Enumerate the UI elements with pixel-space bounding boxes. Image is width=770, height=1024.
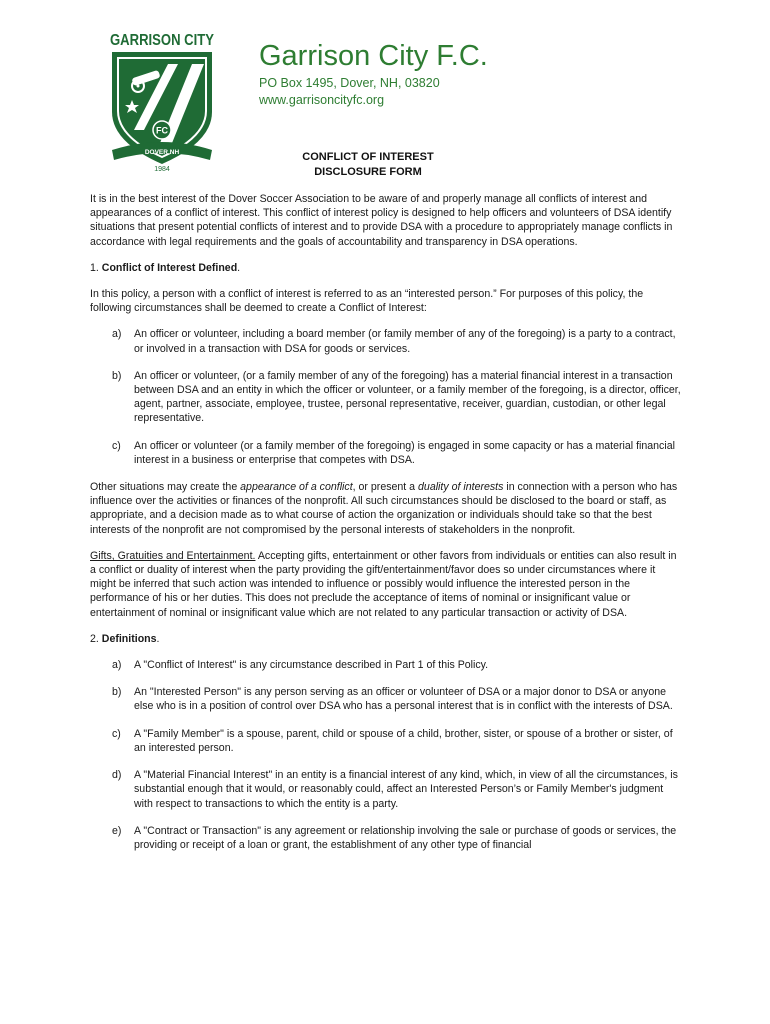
other-situations-paragraph: Other situations may create the appearance of a conflict, or present a duality of interests in connection with a person who has influence over the activities or finances of the nonprofit. All such circumstances should be disclosed to the board or staff, as appropriate, and a decision made as to what course of action the organization or individuals should take so that the best interests of the nonprofit are not compromised by the personal interests of stakeholders in the nonprofit.: [90, 481, 678, 536]
list-item: a) An officer or volunteer, including a board member (or family member of any of the foregoing) is a party to a contract, or involved in a transaction with DSA for goods or services.: [112, 328, 676, 355]
logo-founded-year: 1984: [154, 166, 170, 173]
org-website[interactable]: www.garrisoncityfc.org: [259, 93, 385, 107]
section-1-list: [90, 327, 682, 467]
list-item: b) An "Interested Person" is any person serving as an officer or volunteer of DSA or a major donor to DSA or anyone else who is in a position of control over DSA who has a personal interest that is in conflict with the interests of DSA.: [112, 686, 673, 713]
section-2-title: Definitions: [101, 632, 157, 645]
org-address: PO Box 1495, Dover, NH, 03820: [259, 76, 440, 90]
club-logo: [106, 30, 218, 182]
document-body: [90, 192, 682, 865]
section-2-list: [90, 658, 682, 852]
list-item: c) A "Family Member" is a spouse, parent, child or spouse of a child, brother, sister, or spouse of a brother or sister, of an interested person.: [112, 727, 673, 754]
logo-ribbon-text: DOVER NH: [144, 149, 180, 156]
list-item: b) An officer or volunteer, (or a family member of any of the foregoing) has a material financial interest in a transaction between DSA and an entity in which the officer or volunteer, or a family member of the foregoing, is a director, officer, agent, partner, associate, employee, trustee, personal representative, receiver, guardian, custodian, or other legal representative.: [112, 369, 681, 425]
list-item: e) A "Contract or Transaction" is any agreement or relationship involving the sale or purchase of goods or services, the providing or receipt of a loan or grant, the establishment of any other type of financial: [112, 824, 677, 851]
gifts-heading: Gifts, Gratuities and Entertainment.: [90, 549, 256, 562]
logo-club-name: GARRISON CITY: [110, 32, 215, 49]
form-title-line1: CONFLICT OF INTEREST: [302, 151, 434, 163]
section-1-paragraph: In this policy, a person with a conflict of interest is referred to as an “interested person.” For purposes of this policy, the following circumstances shall be deemed to create a Conflict of Interest:: [90, 288, 644, 315]
intro-paragraph: It is in the best interest of the Dover Soccer Association to be aware of and properly manage all conflicts of interest and appearances of a conflict of interest. This conflict of interest policy is designed to help officers and volunteers of DSA identify situations that present potential conflicts of interest and to provide DSA with a procedure to appropriately manage conflicts in accordance with legal requirements and the goals of accountability and transparency in DSA operations.: [90, 193, 673, 248]
form-title-line2: DISCLOSURE FORM: [314, 166, 422, 178]
gifts-paragraph: Gifts, Gratuities and Entertainment. Accepting gifts, entertainment or other favors from individuals or entities can also result in a conflict or duality of interest when the party providing the gift/entertainment/favor does so under circumstances where it might be inferred that such action was intended to influence or possibly would influence the interested person in the performance of his or her duties. This does not preclude the acceptance of items of nominal or insignificant value or entertainment of nominal or insignificant value which are not related to any particular transaction or activity of DSA.: [90, 549, 677, 619]
org-name: Garrison City F.C.: [259, 40, 488, 72]
section-2-heading: 2. Definitions.: [90, 632, 160, 645]
form-title: [256, 150, 480, 180]
section-1-title: Conflict of Interest Defined: [101, 261, 238, 274]
section-1-heading: 1. Conflict of Interest Defined.: [90, 261, 241, 274]
list-item: c) An officer or volunteer (or a family member of the foregoing) is engaged in some capacity or has a material financial interest in a business or enterprise that competes with DSA.: [112, 439, 675, 466]
logo-fc-badge: FC: [156, 125, 168, 136]
list-item: a) A "Conflict of Interest" is any circumstance described in Part 1 of this Policy.: [112, 659, 489, 672]
list-item: d) A "Material Financial Interest" in an entity is a financial interest of any kind, which, in view of all the circumstances, is substantial enough that it would, or reasonably could, affect an Interested Person’s or Family Member's judgment with respect to transactions to which the entity is a party.: [112, 769, 678, 810]
